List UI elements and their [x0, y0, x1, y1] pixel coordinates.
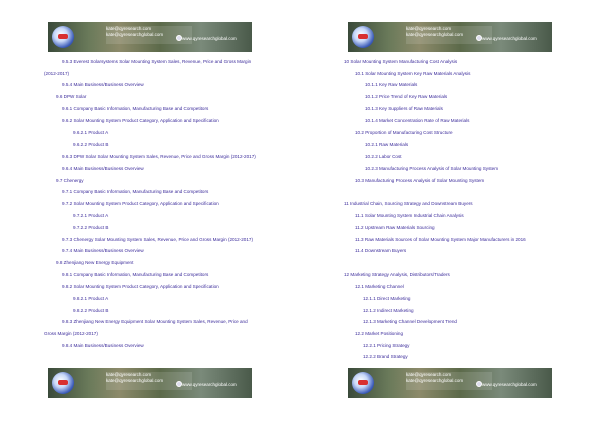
email-1: kate@qyresearch.com [106, 372, 152, 377]
email-2: kate@qyresearchglobal.com [106, 378, 164, 383]
toc-line[interactable]: 10.1.1 Key Raw Materials [365, 82, 418, 87]
toc-line[interactable]: 10.1.4 Market Concentration Rate of Raw Materials [365, 118, 470, 123]
toc-line[interactable]: 9.7.4 Main Business/Business Overview [62, 248, 144, 253]
footer-banner [348, 368, 552, 398]
email-1: kate@qyresearch.com [406, 372, 452, 377]
toc-line[interactable]: 9.6.2.2 Product B [73, 142, 109, 147]
email-2: kate@qyresearchglobal.com [406, 32, 464, 37]
toc-line[interactable]: 10.2.3 Manufacturing Process Analysis of Solar Mounting System [365, 166, 499, 171]
right-page [300, 0, 600, 424]
toc-line[interactable]: 9.7.1 Company Basic Information, Manufacturing Base and Competitors [62, 189, 209, 194]
toc-line[interactable]: 9.8.3 Zhenjiang New Energy Equipment Solar Mounting System Sales, Revenue, Price and [62, 319, 248, 324]
toc-line[interactable]: 9.8.2.2 Product B [73, 308, 109, 313]
toc-line[interactable]: 10.2.1 Raw Materials [365, 142, 409, 147]
header-banner [348, 22, 552, 52]
toc-line[interactable]: 12.1.2 Indirect Marketing [363, 308, 414, 313]
toc-line[interactable]: 11 Industrial Chain, Sourcing Strategy and Downstream Buyers [344, 201, 473, 206]
toc-line[interactable]: 9.6.1 Company Basic Information, Manufacturing Base and Competitors [62, 106, 209, 111]
toc-line[interactable]: 12.2.2 Brand Strategy [363, 354, 408, 359]
toc-line[interactable]: 12.2 Market Positioning [355, 331, 404, 336]
header-banner [48, 22, 252, 52]
toc-line[interactable]: 9.7 Chenergy [56, 178, 84, 183]
email-1: kate@qyresearch.com [106, 26, 152, 31]
company-logo [352, 372, 374, 394]
toc-line[interactable]: 11.4 Downstream Buyers [355, 248, 407, 253]
toc-line[interactable]: 9.7.2.1 Product A [73, 213, 109, 218]
footer-banner [48, 368, 252, 398]
toc-line[interactable]: 9.8.2.1 Product A [73, 296, 109, 301]
toc-line[interactable]: 10 Solar Mounting System Manufacturing Cost Analysis [344, 59, 458, 64]
website-label: www.qyresearchglobal.com [482, 382, 537, 387]
toc-line[interactable]: 12.1.3 Marketing Channel Development Trend [363, 319, 457, 324]
toc-line[interactable]: 9.6.2.1 Product A [73, 130, 109, 135]
email-1: kate@qyresearch.com [406, 26, 452, 31]
website-label: www.qyresearchglobal.com [482, 36, 537, 41]
toc-line[interactable]: Gross Margin (2012-2017) [44, 331, 98, 336]
toc-line[interactable]: 9.8.4 Main Business/Business Overview [62, 343, 144, 348]
toc-line[interactable]: 9.5.4 Main Business/Business Overview [62, 82, 144, 87]
company-logo [52, 372, 74, 394]
toc-line[interactable]: 10.3 Manufacturing Process Analysis of Solar Mounting System [355, 178, 485, 183]
toc-line[interactable]: 10.1.2 Price Trend of Key Raw Materials [365, 94, 448, 99]
toc-line[interactable]: 9.6.2 Solar Mounting System Product Category, Application and Specification [62, 118, 219, 123]
toc-line[interactable]: 12.1.1 Direct Marketing [363, 296, 411, 301]
company-logo [352, 26, 374, 48]
website-label: www.qyresearchglobal.com [182, 36, 237, 41]
toc-line[interactable]: 9.6.3 DPW Solar Solar Mounting System Sales, Revenue, Price and Gross Margin (2012-2017) [62, 154, 256, 159]
toc-line[interactable]: 9.8 Zhenjiang New Energy Equipment [56, 260, 134, 265]
toc-line[interactable]: 9.7.2.2 Product B [73, 225, 109, 230]
toc-line[interactable]: 9.8.1 Company Basic Information, Manufacturing Base and Competitors [62, 272, 209, 277]
toc-line[interactable]: 10.1 Solar Mounting System Key Raw Materials Analysis [355, 71, 471, 76]
toc-line[interactable]: 9.6.4 Main Business/Business Overview [62, 166, 144, 171]
toc-line[interactable]: 12.1 Marketing Channel [355, 284, 404, 289]
toc-line[interactable]: 9.7.3 Chenergy Solar Mounting System Sales, Revenue, Price and Gross Margin (2012-2017) [62, 237, 253, 242]
email-2: kate@qyresearchglobal.com [106, 32, 164, 37]
toc-line[interactable]: 10.1.3 Key Suppliers of Raw Materials [365, 106, 443, 111]
toc-line[interactable]: (2012-2017) [44, 71, 70, 76]
toc-line[interactable]: 10.2 Proportion of Manufacturing Cost Structure [355, 130, 453, 135]
toc-line[interactable]: 11.3 Raw Materials Sources of Solar Mounting System Major Manufacturers in 2016 [355, 237, 526, 242]
toc-line[interactable]: 12 Marketing Strategy Analysis, Distributors/Traders [344, 272, 450, 277]
toc-line[interactable]: 9.8.2 Solar Mounting System Product Category, Application and Specification [62, 284, 219, 289]
toc-line[interactable]: 11.2 Upstream Raw Materials Sourcing [355, 225, 435, 230]
email-2: kate@qyresearchglobal.com [406, 378, 464, 383]
toc-line[interactable]: 10.2.2 Labor Cost [365, 154, 402, 159]
toc-line[interactable]: 11.1 Solar Mounting System Industrial Chain Analysis [355, 213, 464, 218]
website-label: www.qyresearchglobal.com [182, 382, 237, 387]
toc-line[interactable]: 9.6 DPW Solar [56, 94, 87, 99]
toc-line[interactable]: 9.5.3 Everest Solarsystems Solar Mounting System Sales, Revenue, Price and Gross Margin [62, 59, 252, 64]
toc-line[interactable]: 9.7.2 Solar Mounting System Product Category, Application and Specification [62, 201, 219, 206]
toc-line[interactable]: 12.2.1 Pricing Strategy [363, 343, 410, 348]
company-logo [52, 26, 74, 48]
